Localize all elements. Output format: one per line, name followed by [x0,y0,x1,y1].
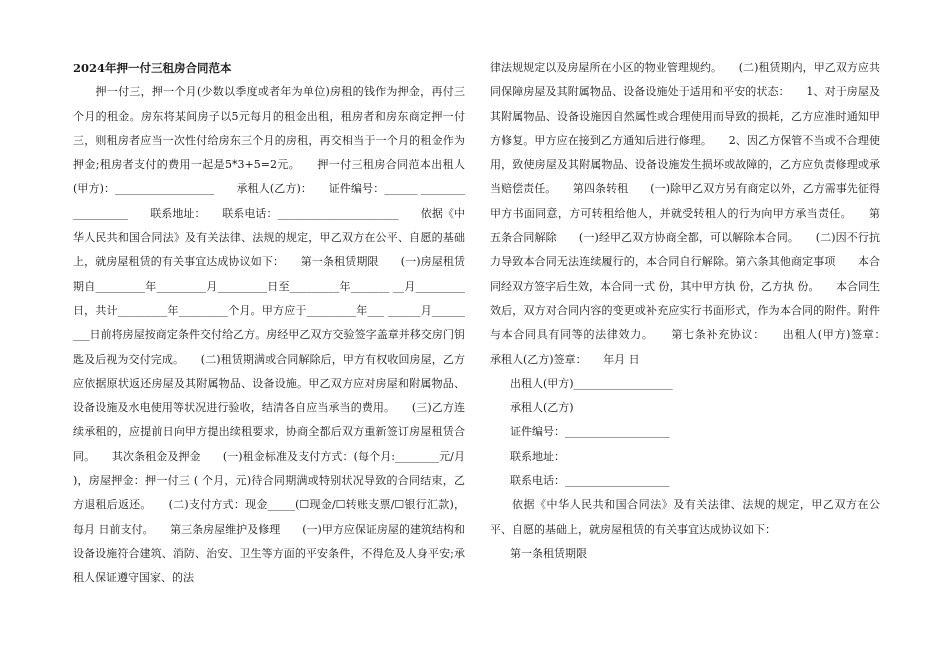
sign-line-phone: 联系电话：___________________ [510,474,670,488]
sign-line-address: 联系地址： [510,449,565,463]
left-body-text: 押一付三，押一个月(少数以季度或者年为单位)房租的钱作为押金，再付三个月的租金。房东将某间房子以5元每月的租金出租，租房者和房东商定押一付三，则租房者应当一次性付给房东三个月的房租，再交相当于一个月的租金作为押金;租房者支付的费用一起是5*3+5=2元。 押一付三租房合同范本出租人(甲方)：__________________ 承租人(乙方)： 证件编号：______ __________________ 联系地址： 联系电话：______________________ 依据《中华人民共和国合同法》及有关法律、法规的规定，甲乙双方在公平、自愿的基础上，就房屋租赁的有关事宜达成协议如下： 第一条租赁期限 (一)房屋租赁期自_________年_________月_________日至_________年_______ __月_________日，共计_________年_________个月。甲方应于_________年___ ______月_________日前将房屋按商定条件交付给乙方。房经甲乙双方交验签字盖章并移交房门钥匙及后视为交付完成。 (二)租赁期满或合同解除后，甲方有权收回房屋，乙方应依据原状返还房屋及其附属物品、设备设施。甲乙双方应对房屋和附属物品、设备设施及水电使用等状况进行验收，结清各自应当承当的费用。 (三)乙方连续承租的，应提前日向甲方提出续租要求，协商全都后双方重新签订房屋租赁合同。 其次条租金及押金 (一)租金标准及支付方式：(每个月:________元/月 )，房屋押金：押一付三 ( 个月，元)待合同期满或特别状况导致的合同结束，乙方退租后返还。 (二)支付方式：现金_____(☐现金/☐转账支票/☐银行汇款)，每月 日前支付。 第三条房屋维护及修理 (一)甲方应保证房屋的建筑结构和设备设施符合建筑、消防、治安、卫生等方面的平安条件，不得危及人身平安;承租人保证遵守国家、的法 [73,85,465,585]
left-column [73,56,465,591]
right-body-text: 律法规规定以及房屋所在小区的物业管理规约。 (二)租赁期内，甲乙双方应共同保障房屋及其附属物品、设备设施处于适用和平安的状态： 1、对于房屋及其附属物品、设备设施因自然属性或合理使用而导致的损耗，乙方应准时通知甲方修复。甲方应在接到乙方通知后进行修理。 2、因乙方保管不当或不合理使用，致使房屋及其附属物品、设备设施发生损坏或故障的，乙方应负责修理或承当赔偿责任。 第四条转租 (一)除甲乙双方另有商定以外，乙方需事先征得甲方书面同意，方可转租给他人，并就受转租人的行为向甲方承当责任。 第五条合同解除 (一)经甲乙双方协商全都，可以解除本合同。 (二)因不行抗力导致本合同无法连续履行的，本合同自行解除。第六条其他商定事项 本合同经双方签字后生效，本合同一式 份，其中甲方执 份，乙方执 份。 本合同生效后，双方对合同内容的变更或补充应实行书面形式，作为本合同的附件。附件与本合同具有同等的法律效力。 第七条补充协议： 出租人(甲方)签章： 承租人(乙方)签章： 年月 日 [490,61,913,366]
sign-line-id-number: 证件编号：___________________ [510,425,670,439]
section-heading-lease-term: 第一条租赁期限 [510,546,587,560]
right-column [490,56,913,566]
sign-line-lessor: 出租人(甲方)__________________ [510,376,673,390]
basis-paragraph: 依据《中华人民共和国合同法》及有关法律、法规的规定，甲乙双方在公平、自愿的基础上，就房屋租赁的有关事宜达成协议如下： [490,498,880,536]
document-title: 2024年押一付三租房合同范本 [73,61,232,75]
sign-line-lessee: 承租人(乙方) [510,401,574,415]
